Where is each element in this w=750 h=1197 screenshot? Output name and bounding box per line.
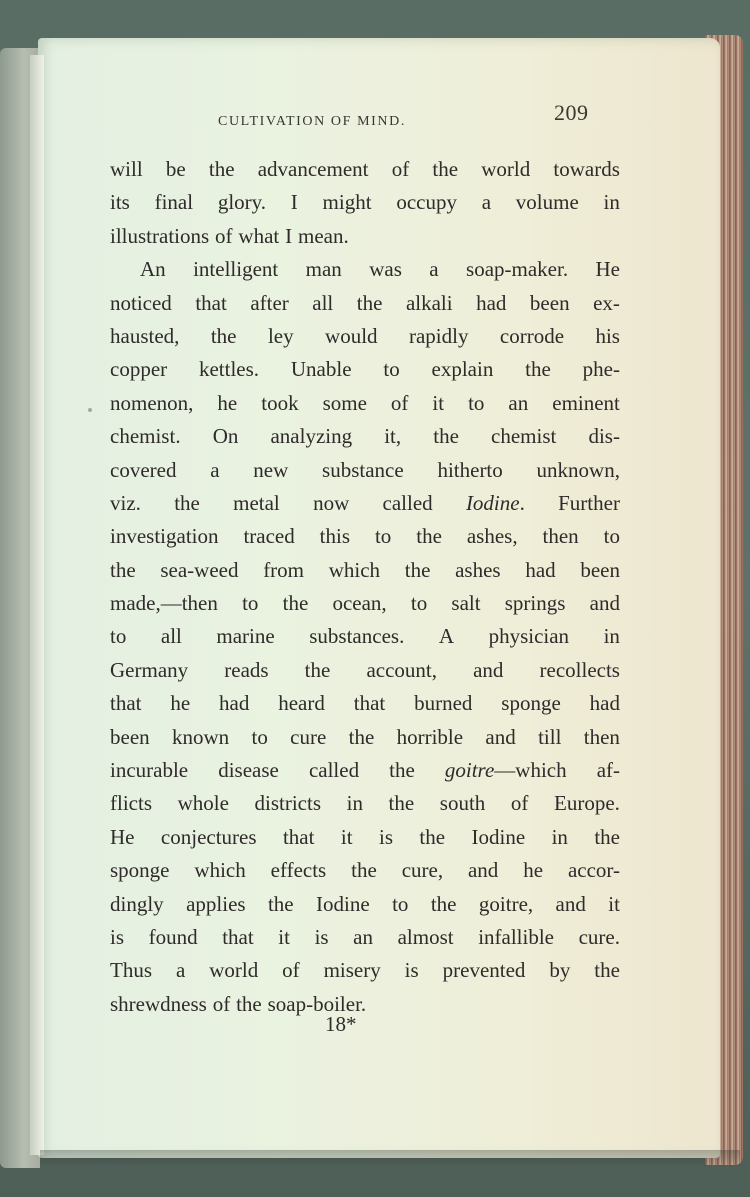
text-line: sponge which effects the cure, and he accor-: [110, 858, 620, 883]
page-number: 209: [554, 100, 589, 125]
text-line: investigation traced this to the ashes, then to: [110, 524, 620, 549]
book-gutter: [30, 55, 44, 1155]
text-line: hausted, the ley would rapidly corrode his: [110, 323, 620, 348]
text-line: covered a new substance hitherto unknown,: [110, 457, 620, 482]
text-line: Thus a world of misery is prevented by the: [110, 958, 620, 983]
text-line: that he had heard that burned sponge had: [110, 691, 620, 716]
text-line: dingly applies the Iodine to the goitre, and it: [110, 891, 620, 916]
text-line: viz. the metal now called Iodine. Further: [110, 490, 620, 515]
text-line: illustrations of what I mean.: [110, 223, 349, 248]
text-line: flicts whole districts in the south of Europe.: [110, 791, 620, 816]
text-line: shrewdness of the soap-boiler.: [110, 991, 367, 1016]
running-title: CULTIVATION OF MIND.: [218, 114, 406, 129]
body-text: [110, 153, 620, 1021]
page-header: [218, 100, 618, 142]
paper-speck: [88, 408, 92, 412]
text-line: An intelligent man was a soap-maker. He: [140, 257, 620, 282]
text-line: its final glory. I might occupy a volume in: [110, 190, 620, 215]
text-line: nomenon, he took some of it to an eminent: [110, 390, 620, 415]
text-line: chemist. On analyzing it, the chemist dis-: [110, 424, 620, 449]
text-line: Germany reads the account, and recollects: [110, 657, 620, 682]
text-line: He conjectures that it is the Iodine in the: [110, 824, 620, 849]
text-line: copper kettles. Unable to explain the phe-: [110, 357, 620, 382]
text-line: the sea-weed from which the ashes had been: [110, 557, 620, 582]
signature-mark: 18*: [325, 1012, 357, 1036]
text-line: made,—then to the ocean, to salt springs and: [110, 591, 620, 616]
text-line: noticed that after all the alkali had been ex-: [110, 290, 620, 315]
text-line: will be the advancement of the world towards: [110, 157, 620, 181]
text-line: incurable disease called the goitre—which af-: [110, 758, 620, 783]
text-line: is found that it is an almost infallible cure.: [110, 924, 620, 949]
text-line: to all marine substances. A physician in: [110, 624, 620, 649]
text-line: been known to cure the horrible and till then: [110, 724, 620, 749]
page-shadow: [40, 1150, 740, 1168]
